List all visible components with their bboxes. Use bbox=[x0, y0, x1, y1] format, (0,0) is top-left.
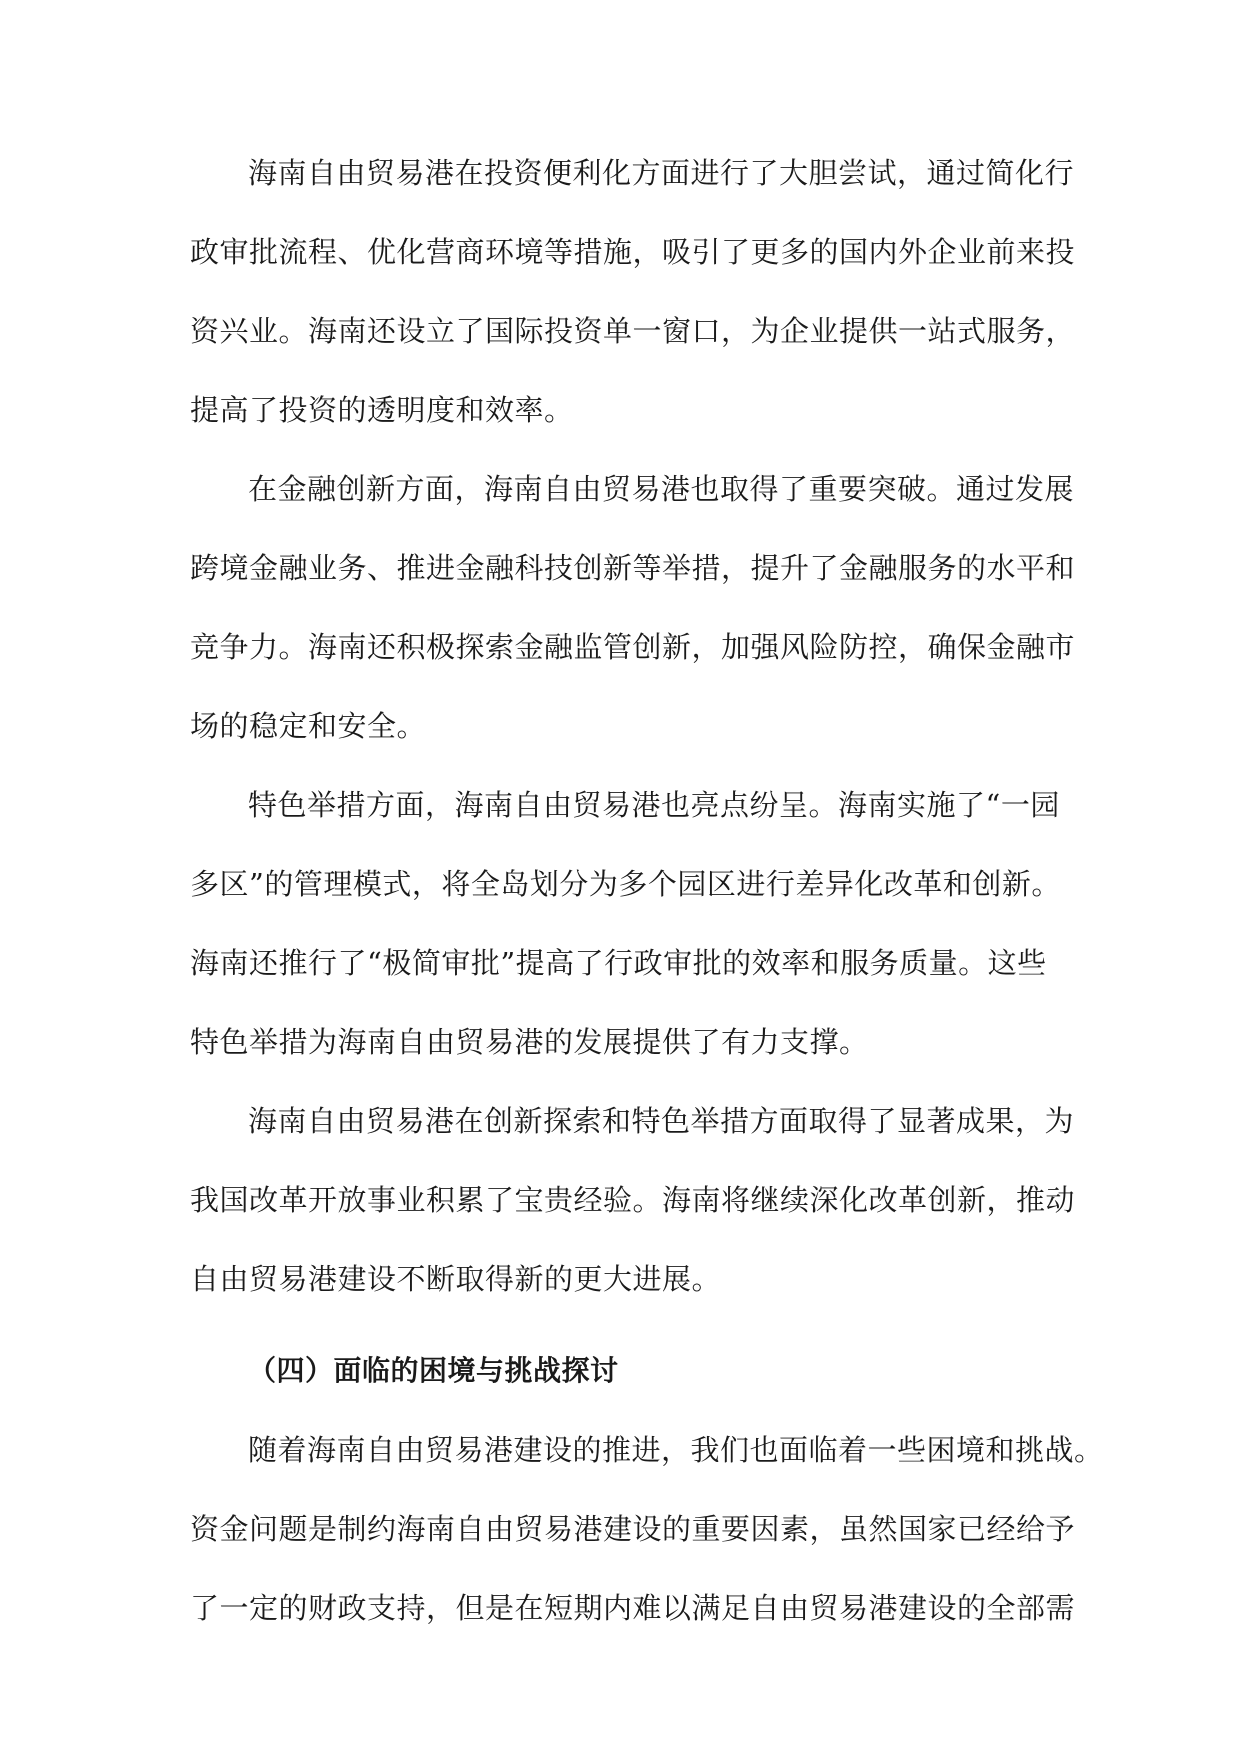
paragraph-1-line-3: 资兴业。海南还设立了国际投资单一窗口，为企业提供一站式服务， bbox=[190, 314, 1076, 348]
paragraph-5-line-2: 资金问题是制约海南自由贸易港建设的重要因素，虽然国家已经给予 bbox=[190, 1512, 1076, 1546]
paragraph-5-line-3: 了一定的财政支持，但是在短期内难以满足自由贸易港建设的全部需 bbox=[190, 1591, 1076, 1625]
paragraph-2-line-3: 竞争力。海南还积极探索金融监管创新，加强风险防控，确保金融市 bbox=[190, 630, 1076, 664]
paragraph-3-line-4: 特色举措为海南自由贸易港的发展提供了有力支撑。 bbox=[190, 1025, 869, 1059]
paragraph-3-line-2: 多区”的管理模式，将全岛划分为多个园区进行差异化改革和创新。 bbox=[190, 867, 1061, 901]
paragraph-2-line-2: 跨境金融业务、推进金融科技创新等举措，提升了金融服务的水平和 bbox=[190, 551, 1076, 585]
paragraph-4-line-1: 海南自由贸易港在创新探索和特色举措方面取得了显著成果，为 bbox=[248, 1104, 1075, 1138]
section-heading: （四）面临的困境与挑战探讨 bbox=[248, 1354, 619, 1387]
paragraph-2-line-1: 在金融创新方面，海南自由贸易港也取得了重要突破。通过发展 bbox=[248, 472, 1075, 506]
paragraph-4-line-2: 我国改革开放事业积累了宝贵经验。海南将继续深化改革创新，推动 bbox=[190, 1183, 1076, 1217]
paragraph-1-line-1: 海南自由贸易港在投资便利化方面进行了大胆尝试，通过简化行 bbox=[248, 156, 1075, 190]
paragraph-2-line-4: 场的稳定和安全。 bbox=[190, 709, 427, 743]
paragraph-3-line-1: 特色举措方面，海南自由贸易港也亮点纷呈。海南实施了“一园 bbox=[248, 788, 1060, 822]
paragraph-1-line-2: 政审批流程、优化营商环境等措施，吸引了更多的国内外企业前来投 bbox=[190, 235, 1076, 269]
paragraph-5-line-1: 随着海南自由贸易港建设的推进，我们也面临着一些困境和挑战。 bbox=[248, 1433, 1104, 1467]
paragraph-1-line-4: 提高了投资的透明度和效率。 bbox=[190, 393, 574, 427]
paragraph-3-line-3: 海南还推行了“极简审批”提高了行政审批的效率和服务质量。这些 bbox=[190, 946, 1047, 980]
paragraph-4-line-3: 自由贸易港建设不断取得新的更大进展。 bbox=[190, 1262, 722, 1296]
